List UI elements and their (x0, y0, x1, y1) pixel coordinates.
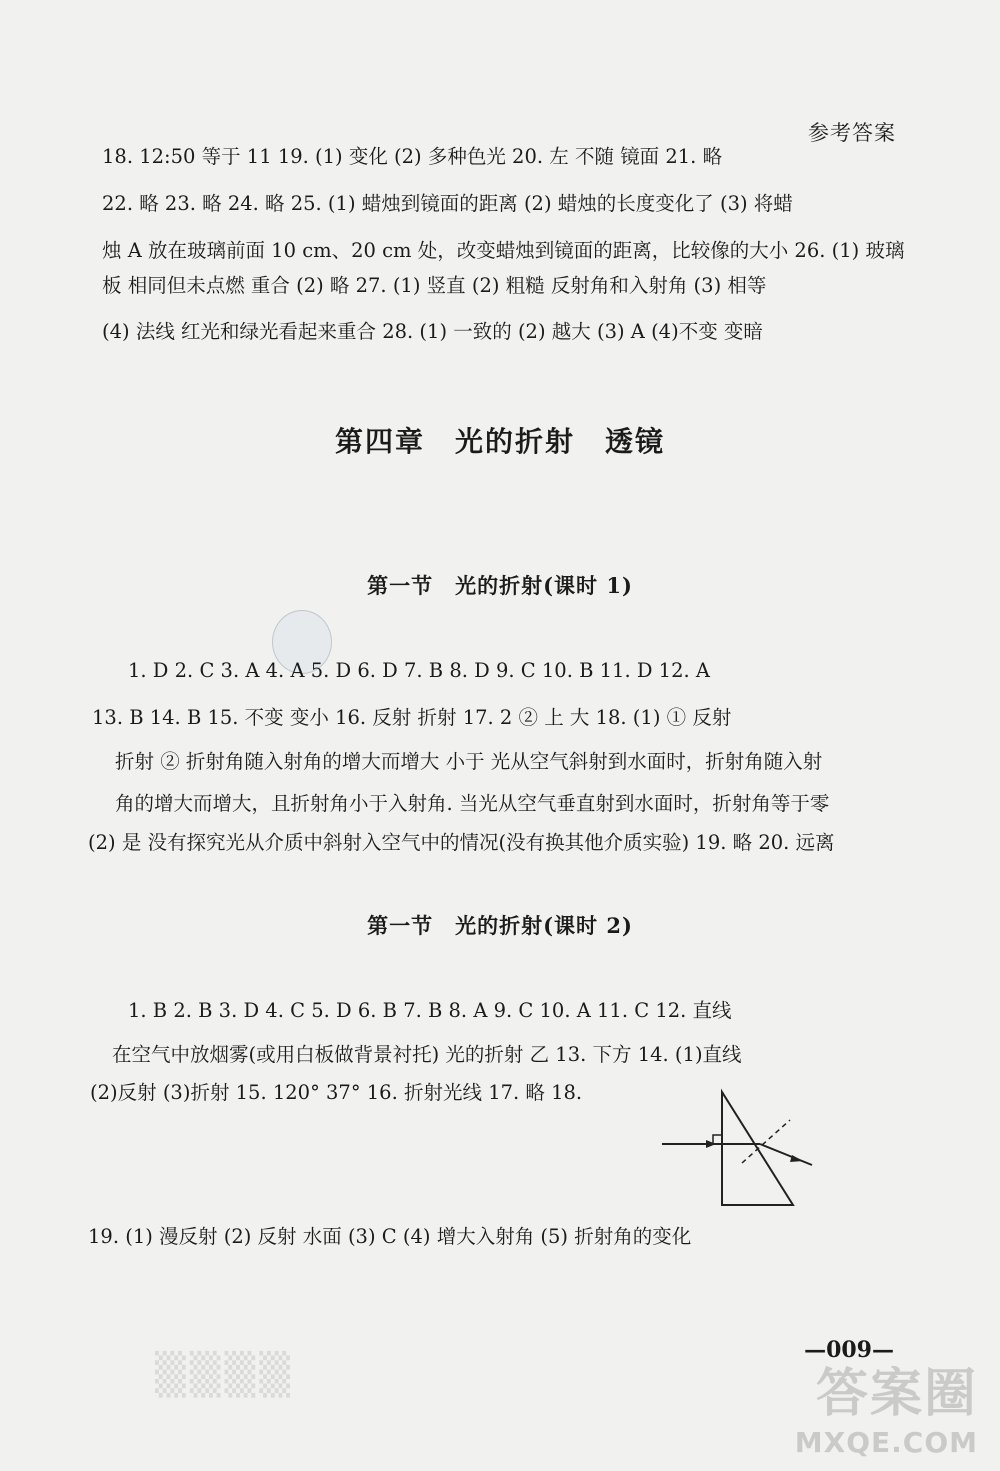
arrow-icon (706, 1140, 716, 1148)
arrow-icon (790, 1155, 803, 1162)
answer-line: 1. B 2. B 3. D 4. C 5. D 6. B 7. B 8. A 9. C 10. A 11. C 12. 直线 (128, 999, 732, 1022)
answer-line: 18. 12:50 等于 11 19. (1) 变化 (2) 多种色光 20. 左 不随 镜面 21. 略 (102, 145, 723, 168)
section-title: 第一节 光的折射(课时 1) (367, 573, 633, 598)
right-angle-mark (713, 1135, 722, 1144)
watermark-logo-text: 答案圈 (815, 1364, 978, 1424)
answer-line: 13. B 14. B 15. 不变 变小 16. 反射 折射 17. 2 ② 上 大 18. (1) ① 反射 (92, 706, 732, 729)
normal-line (742, 1120, 790, 1163)
page-number: —009— (804, 1337, 894, 1363)
answer-line: 1. D 2. C 3. A 4. A 5. D 6. D 7. B 8. D 9. C 10. B 11. D 12. A (128, 659, 710, 682)
answer-line: 板 相同但未点燃 重合 (2) 略 27. (1) 竖直 (2) 粗糙 反射角和入射角 (3) 相等 (102, 274, 767, 297)
chapter-title: 第四章 光的折射 透镜 (334, 425, 665, 458)
watermark (795, 1351, 978, 1459)
answer-line: (4) 法线 红光和绿光看起来重合 28. (1) 一致的 (2) 越大 (3) A (4)不变 变暗 (102, 320, 763, 343)
answer-line: 角的增大而增大，且折射角小于入射角. 当光从空气垂直射到水面时，折射角等于零 (115, 792, 830, 815)
answer-line: 19. (1) 漫反射 (2) 反射 水面 (3) C (4) 增大入射角 (5) 折射角的变化 (88, 1225, 692, 1248)
refracted-ray (760, 1144, 812, 1165)
answer-line: 烛 A 放在玻璃前面 10 cm、20 cm 处，改变蜡烛到镜面的距离，比较像的大小 26. (1) 玻璃 (102, 239, 905, 262)
faded-stamp-text: ▒▒▒▒ (155, 1352, 295, 1398)
watermark-url: MXQE.COM (794, 1426, 978, 1459)
header-title: 参考答案 (808, 121, 896, 145)
answer-line: 折射 ② 折射角随入射角的增大而增大 小于 光从空气斜射到水面时，折射角随入射 (115, 750, 823, 773)
answer-line: (2) 是 没有探究光从介质中斜射入空气中的情况(没有换其他介质实验) 19. 略 20. 远离 (88, 831, 835, 854)
answer-line: 在空气中放烟雾(或用白板做背景衬托) 光的折射 乙 13. 下方 14. (1)直线 (112, 1043, 742, 1066)
answer-line: (2)反射 (3)折射 15. 120° 37° 16. 折射光线 17. 略 18. (90, 1081, 583, 1104)
section-title: 第一节 光的折射(课时 2) (367, 913, 633, 938)
answer-line: 22. 略 23. 略 24. 略 25. (1) 蜡烛到镜面的距离 (2) 蜡烛的长度变化了 (3) 将蜡 (102, 192, 793, 215)
